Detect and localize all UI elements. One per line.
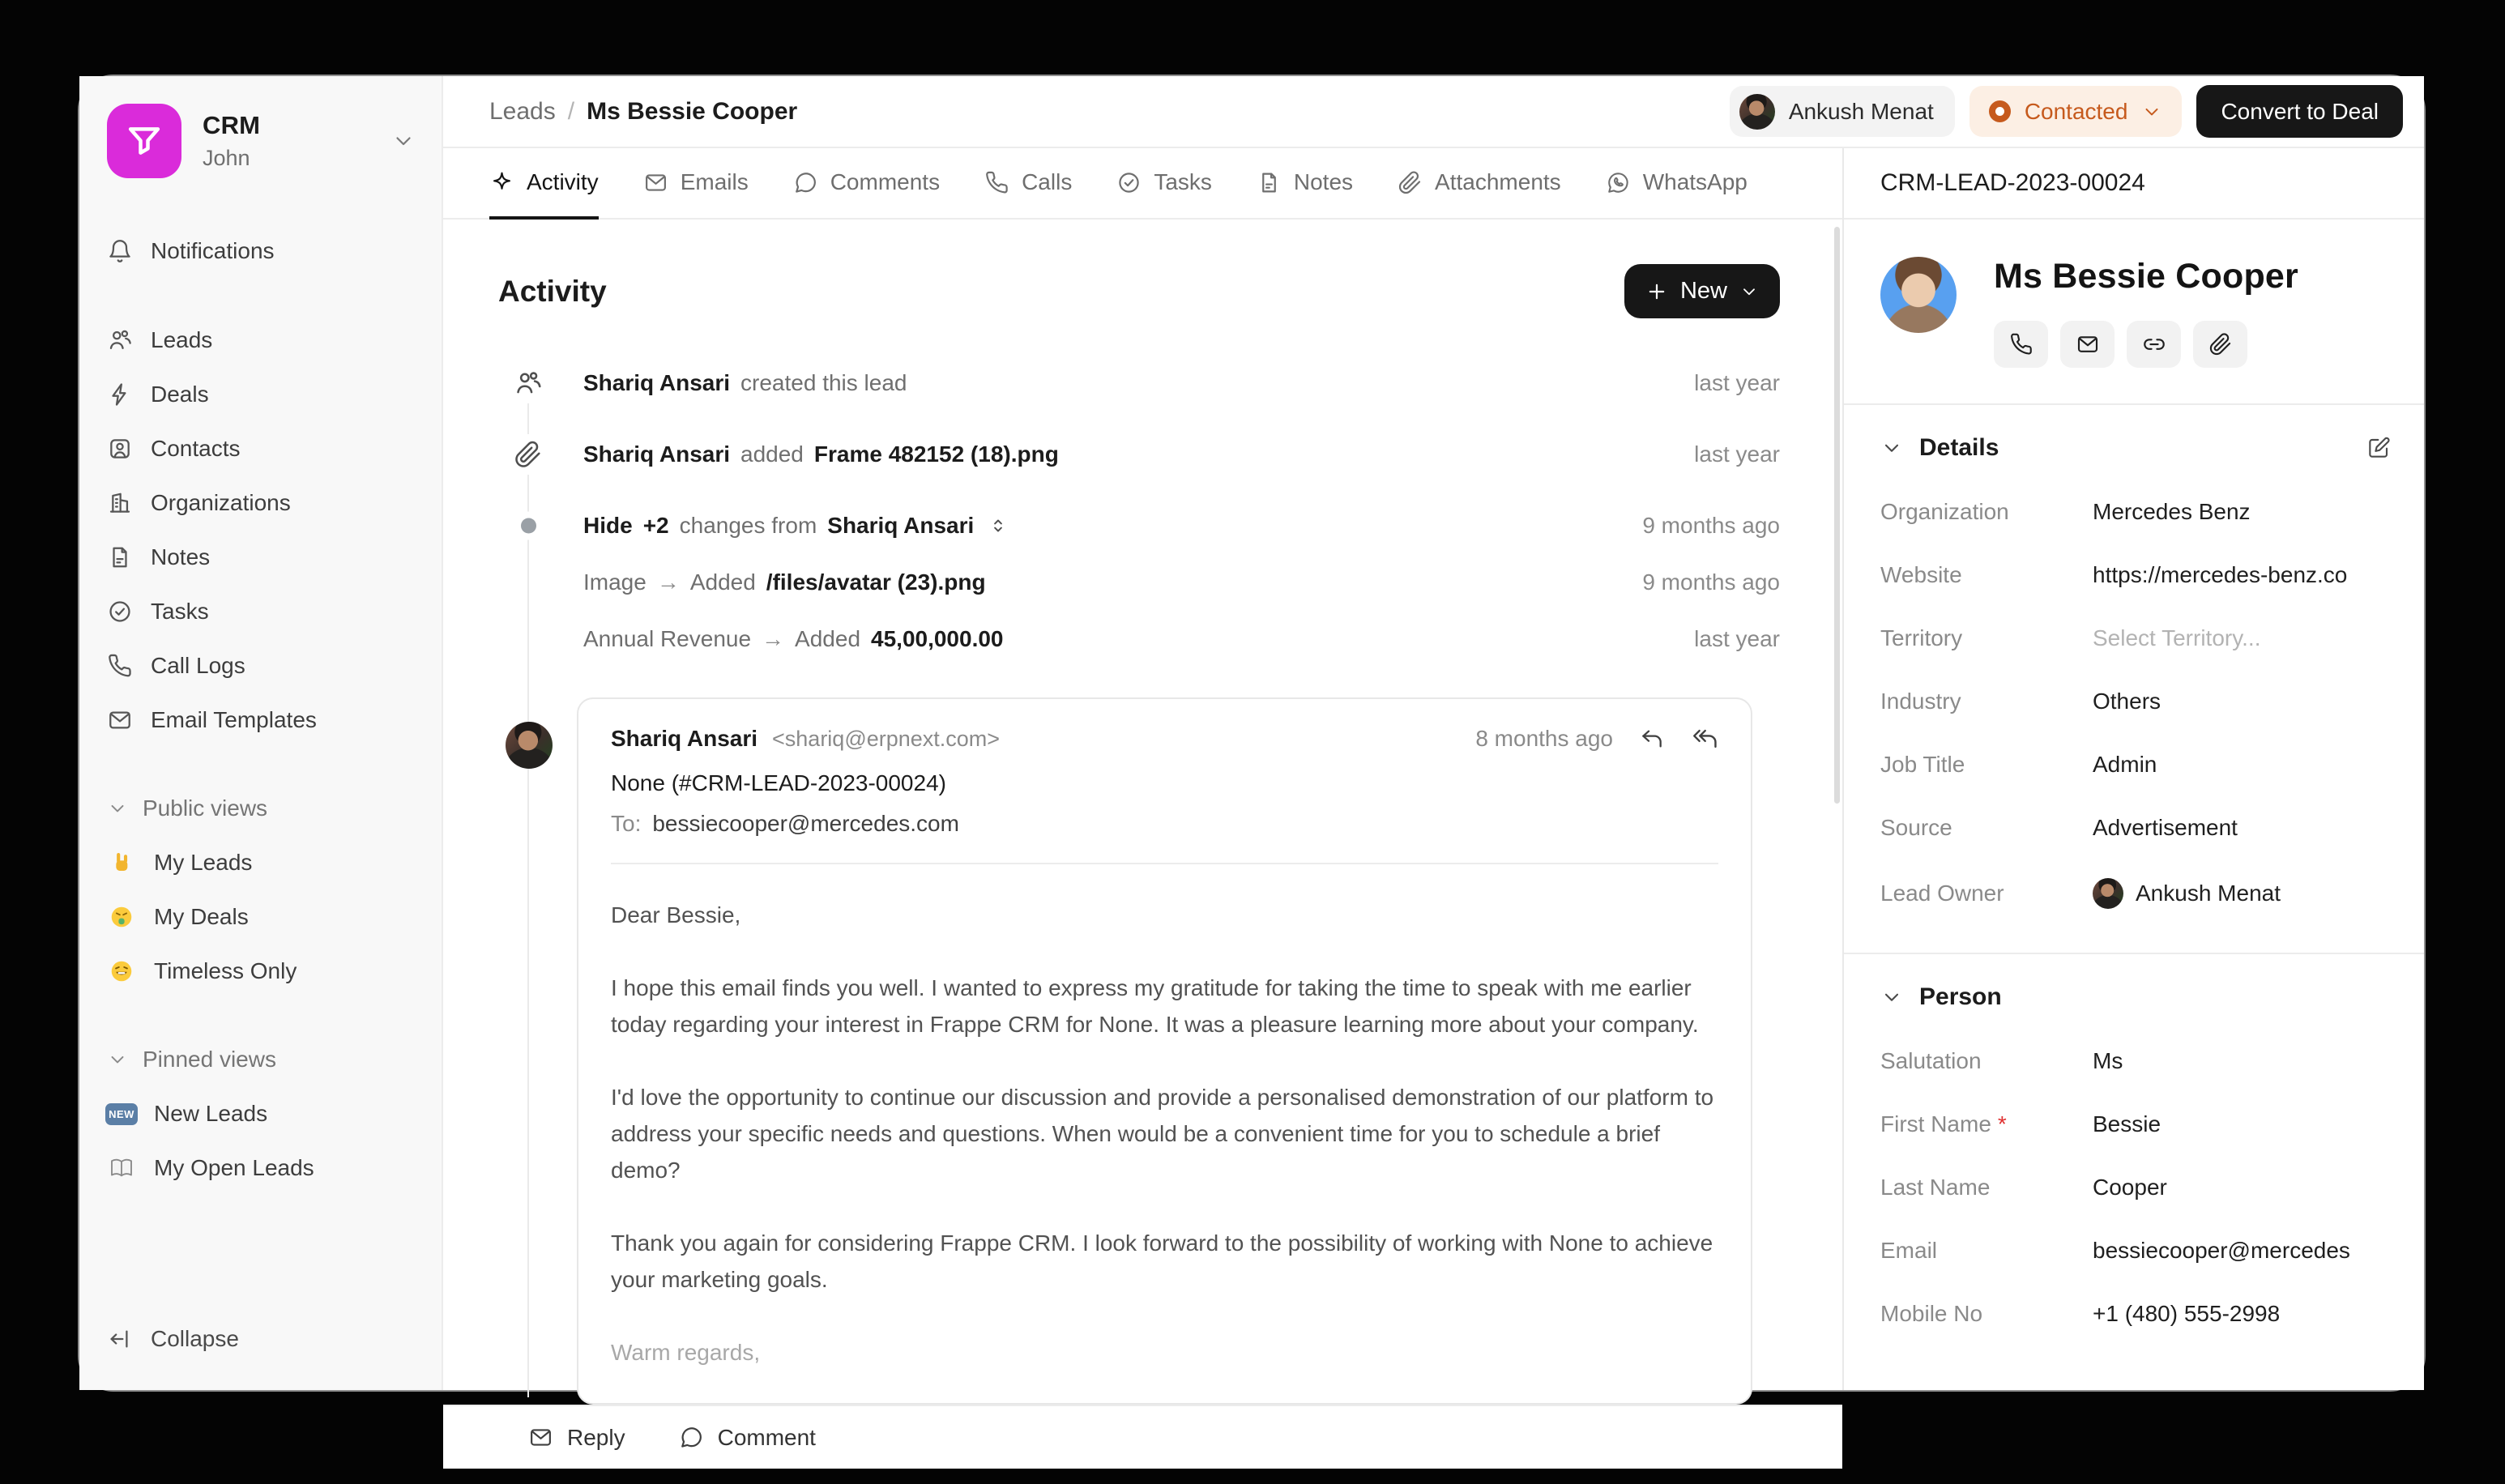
field-value[interactable]: +1 (480) 555-2998 bbox=[2093, 1301, 2281, 1326]
breadcrumb bbox=[489, 98, 797, 126]
details-section bbox=[1844, 405, 2424, 953]
sidebar-view-my-leads[interactable] bbox=[96, 837, 425, 889]
scrollbar-thumb[interactable] bbox=[1834, 227, 1840, 804]
sidebar-item-leads[interactable] bbox=[96, 314, 425, 366]
field-value[interactable]: Ms bbox=[2093, 1048, 2123, 1073]
collapse-icon bbox=[107, 1326, 133, 1352]
tab-label: WhatsApp bbox=[1642, 169, 1748, 194]
breadcrumb-separator: / bbox=[567, 97, 575, 125]
status-label: Contacted bbox=[2024, 98, 2128, 124]
field-value[interactable] bbox=[2093, 878, 2392, 909]
email-paragraph: Dear Bessie, bbox=[611, 902, 741, 927]
call-button[interactable] bbox=[1994, 321, 2048, 368]
activity-feed bbox=[498, 365, 1780, 1405]
activity-panel bbox=[443, 220, 1842, 1405]
changes-count: +2 bbox=[642, 513, 669, 538]
field-label: First Name * bbox=[1880, 1111, 2007, 1136]
email-recipient: bessiecooper@mercedes.com bbox=[652, 811, 959, 836]
field-value[interactable]: Bessie bbox=[2093, 1111, 2161, 1136]
field-first-name bbox=[1880, 1111, 2392, 1137]
field-value[interactable]: Mercedes Benz bbox=[2093, 499, 2251, 524]
attach-file-button[interactable] bbox=[2193, 321, 2247, 368]
field-value[interactable]: Advertisement bbox=[2093, 815, 2238, 840]
tab-label: Activity bbox=[527, 169, 599, 194]
sidebar-item-contacts[interactable] bbox=[96, 423, 425, 475]
sidebar-item-label: Notifications bbox=[151, 238, 275, 263]
timestamp: last year bbox=[1694, 626, 1780, 651]
field-industry bbox=[1880, 689, 2392, 714]
actor-name: Shariq Ansari bbox=[827, 513, 975, 538]
envelope-icon bbox=[528, 1425, 553, 1450]
check-circle-icon bbox=[1116, 170, 1142, 195]
field-label: Email bbox=[1880, 1238, 1938, 1263]
change-action: Added bbox=[795, 626, 861, 651]
sidebar-item-label: Leads bbox=[151, 327, 213, 352]
sidebar-item-notifications[interactable] bbox=[96, 225, 425, 277]
reply-icon[interactable] bbox=[1639, 726, 1665, 752]
reply-label: Reply bbox=[567, 1424, 625, 1450]
emoji-new-badge-icon: NEW bbox=[107, 1099, 136, 1128]
timestamp: 8 months ago bbox=[1475, 726, 1613, 751]
field-value[interactable]: Others bbox=[2093, 689, 2161, 714]
field-lead-owner bbox=[1880, 878, 2392, 909]
tab-label: Notes bbox=[1293, 169, 1354, 194]
field-name: Image bbox=[583, 569, 647, 595]
copy-link-button[interactable] bbox=[2127, 321, 2181, 368]
lead-name: Ms Bessie Cooper bbox=[1994, 257, 2298, 296]
field-job-title bbox=[1880, 752, 2392, 778]
reply-button[interactable] bbox=[528, 1425, 625, 1451]
field-label: Mobile No bbox=[1880, 1301, 1983, 1326]
sidebar-view-my-open-leads[interactable] bbox=[96, 1142, 425, 1194]
email-address: <shariq@erpnext.com> bbox=[772, 726, 1001, 751]
assignee-name: Ankush Menat bbox=[1788, 98, 1934, 124]
field-organization bbox=[1880, 499, 2392, 525]
tab-attachments[interactable] bbox=[1398, 148, 1561, 220]
activity-heading: Activity bbox=[498, 274, 607, 308]
lead-summary bbox=[1844, 220, 2424, 403]
section-title: Public views bbox=[143, 795, 268, 821]
sidebar-item-label: Contacts bbox=[151, 436, 241, 461]
sidebar-item-label: Notes bbox=[151, 544, 211, 569]
section-title: Details bbox=[1919, 434, 1999, 461]
to-label: To: bbox=[611, 811, 642, 836]
field-territory bbox=[1880, 625, 2392, 651]
email-subject: None (#CRM-LEAD-2023-00024) bbox=[611, 770, 946, 795]
sidebar-item-email-templates[interactable] bbox=[96, 694, 425, 746]
email-paragraph: I hope this email finds you well. I wanted to express my gratitude for taking the time to speak with me earlier today regarding your interest in Frappe CRM for None. It was a pleasure learning more about your company. bbox=[611, 975, 1699, 1037]
sidebar-item-label: Tasks bbox=[151, 599, 209, 624]
new-button-label: New bbox=[1679, 278, 1727, 304]
chevron-down-icon bbox=[1739, 282, 1759, 301]
crm-logo bbox=[107, 104, 181, 178]
feed-change-annual-revenue bbox=[498, 621, 1780, 657]
timeline-dot-icon bbox=[521, 512, 536, 540]
timestamp: 9 months ago bbox=[1642, 569, 1780, 595]
person-section bbox=[1844, 954, 2424, 1371]
toggle-label: Hide bbox=[583, 513, 633, 538]
email-button[interactable] bbox=[2060, 321, 2115, 368]
field-last-name bbox=[1880, 1175, 2392, 1200]
sidebar-item-call-logs[interactable] bbox=[96, 640, 425, 692]
feed-item-changes-toggle bbox=[498, 508, 1780, 544]
section-pinned-views[interactable] bbox=[96, 1036, 425, 1083]
emoji-money-face-icon bbox=[107, 902, 136, 932]
envelope-icon bbox=[643, 170, 668, 195]
composer-bar bbox=[443, 1405, 1842, 1469]
view-label: New Leads bbox=[154, 1101, 268, 1126]
arrow-right-icon: → bbox=[762, 626, 785, 651]
phone-icon bbox=[2009, 332, 2033, 356]
app-subtitle: John bbox=[203, 146, 250, 170]
paperclip-icon bbox=[1398, 170, 1423, 195]
email-sender: Shariq Ansari bbox=[611, 726, 758, 751]
attachment-name: Frame 482152 (18).png bbox=[813, 441, 1059, 467]
field-label: Lead Owner bbox=[1880, 881, 2004, 906]
convert-to-deal-button[interactable] bbox=[2196, 85, 2403, 138]
tab-label: Calls bbox=[1022, 169, 1073, 194]
view-label: My Deals bbox=[154, 904, 249, 929]
tab-emails[interactable] bbox=[643, 148, 749, 220]
change-value: /files/avatar (23).png bbox=[766, 569, 986, 595]
emoji-hand-horns-icon bbox=[107, 848, 136, 877]
users-icon bbox=[514, 363, 543, 403]
comment-icon bbox=[793, 170, 818, 195]
timestamp: last year bbox=[1694, 370, 1780, 395]
breadcrumb-current: Ms Bessie Cooper bbox=[587, 97, 798, 125]
feed-item-created bbox=[498, 365, 1780, 401]
breadcrumb-leads-link[interactable]: Leads bbox=[489, 97, 556, 125]
tab-label: Attachments bbox=[1435, 169, 1561, 194]
chevron-down-icon bbox=[107, 798, 128, 819]
field-label: Salutation bbox=[1880, 1048, 1982, 1073]
field-label: Last Name bbox=[1880, 1175, 1991, 1200]
view-label: My Open Leads bbox=[154, 1155, 314, 1180]
section-title: Person bbox=[1919, 983, 2002, 1010]
tab-label: Comments bbox=[830, 169, 941, 194]
link-icon bbox=[2142, 332, 2166, 356]
app-title: CRM bbox=[203, 111, 261, 139]
tab-label: Emails bbox=[680, 169, 749, 194]
user-square-icon bbox=[107, 436, 133, 462]
sidebar-item-deals[interactable] bbox=[96, 369, 425, 420]
required-asterisk: * bbox=[1997, 1111, 2007, 1136]
assignee-pill[interactable] bbox=[1730, 86, 1955, 137]
app-window bbox=[78, 75, 2426, 1450]
avatar[interactable] bbox=[1880, 257, 1957, 333]
field-source bbox=[1880, 815, 2392, 841]
email-body bbox=[611, 897, 1718, 1371]
sidebar-item-label: Deals bbox=[151, 382, 209, 407]
field-value[interactable]: bessiecooper@mercedes bbox=[2093, 1238, 2350, 1263]
section-title: Pinned views bbox=[143, 1047, 276, 1072]
zap-icon bbox=[107, 382, 133, 407]
actor-name: Shariq Ansari bbox=[583, 441, 731, 467]
connector-text: changes from bbox=[679, 513, 817, 538]
lead-details-panel bbox=[1842, 148, 2424, 1390]
sidebar-item-notes[interactable] bbox=[96, 531, 425, 583]
timestamp: last year bbox=[1694, 441, 1780, 467]
avatar bbox=[1739, 94, 1775, 130]
sidebar-item-label: Email Templates bbox=[151, 707, 317, 732]
envelope-icon bbox=[2076, 332, 2100, 356]
field-label: Source bbox=[1880, 815, 1952, 840]
tab-bar bbox=[443, 148, 1842, 220]
field-email bbox=[1880, 1238, 2392, 1264]
paperclip-icon bbox=[514, 434, 543, 475]
field-value[interactable]: Cooper bbox=[2093, 1175, 2167, 1200]
tab-calls[interactable] bbox=[984, 148, 1072, 220]
field-salutation bbox=[1880, 1048, 2392, 1074]
new-activity-button[interactable] bbox=[1624, 264, 1780, 318]
sparkle-icon bbox=[489, 170, 514, 195]
workspace-switcher[interactable] bbox=[96, 100, 425, 178]
emoji-open-book-icon bbox=[107, 1154, 136, 1183]
lead-status-dropdown[interactable] bbox=[1969, 86, 2183, 137]
arrow-right-icon: → bbox=[656, 569, 680, 595]
email-paragraph: I'd love the opportunity to continue our discussion and provide a personalised demonstration of our platform to address your specific needs and questions. When would be a convenient time for you to schedule a brief demo? bbox=[611, 1085, 1714, 1183]
note-icon bbox=[1257, 170, 1282, 195]
bell-icon bbox=[107, 238, 133, 264]
sidebar-item-tasks[interactable] bbox=[96, 586, 425, 638]
field-label: Website bbox=[1880, 562, 1962, 587]
field-value[interactable]: Select Territory... bbox=[2093, 625, 2261, 650]
sidebar-view-timeless-only[interactable] bbox=[96, 945, 425, 997]
phone-icon bbox=[984, 170, 1009, 195]
field-name: Annual Revenue bbox=[583, 626, 752, 651]
envelope-icon bbox=[107, 707, 133, 733]
reply-all-icon[interactable] bbox=[1691, 725, 1718, 753]
change-action: Added bbox=[689, 569, 756, 595]
field-mobile-no bbox=[1880, 1301, 2392, 1327]
email-paragraph: Thank you again for considering Frappe CRM. I look forward to the possibility of working with None to achieve your marketing goals. bbox=[611, 1230, 1713, 1292]
tab-comments[interactable] bbox=[793, 148, 940, 220]
users-icon bbox=[107, 327, 133, 353]
comment-button[interactable] bbox=[679, 1425, 816, 1451]
whatsapp-icon bbox=[1606, 170, 1631, 195]
avatar bbox=[2093, 878, 2123, 909]
field-label: Organization bbox=[1880, 499, 2009, 524]
sidebar-item-label: Organizations bbox=[151, 490, 291, 515]
email-message-card bbox=[577, 697, 1752, 1405]
plus-icon bbox=[1645, 280, 1668, 303]
timestamp: 9 months ago bbox=[1642, 513, 1780, 538]
sidebar-nav bbox=[96, 314, 425, 746]
actor-name: Shariq Ansari bbox=[583, 370, 731, 395]
tab-notes[interactable] bbox=[1257, 148, 1353, 220]
sidebar-item-organizations[interactable] bbox=[96, 477, 425, 529]
lead-id: CRM-LEAD-2023-00024 bbox=[1844, 148, 2424, 220]
field-value[interactable]: Admin bbox=[2093, 752, 2157, 777]
check-circle-icon bbox=[107, 599, 133, 625]
view-label: My Leads bbox=[154, 850, 253, 875]
emoji-laugh-face-icon bbox=[107, 957, 136, 986]
field-website bbox=[1880, 562, 2392, 588]
view-label: Timeless Only bbox=[154, 958, 297, 983]
chevron-down-icon bbox=[107, 1049, 128, 1070]
field-label: Territory bbox=[1880, 625, 1963, 650]
tab-tasks[interactable] bbox=[1116, 148, 1212, 220]
sidebar-item-label: Call Logs bbox=[151, 653, 245, 678]
section-public-views[interactable] bbox=[96, 785, 425, 832]
feed-item-attachment bbox=[498, 437, 1780, 472]
sidebar-view-my-deals[interactable] bbox=[96, 891, 425, 943]
note-icon bbox=[107, 544, 133, 570]
convert-label: Convert to Deal bbox=[2221, 98, 2379, 124]
field-label: Job Title bbox=[1880, 752, 1965, 777]
change-value: 45,00,000.00 bbox=[871, 626, 1004, 651]
comment-icon bbox=[679, 1425, 704, 1450]
chevron-down-icon[interactable] bbox=[1880, 437, 1903, 459]
collapse-label: Collapse bbox=[151, 1326, 239, 1351]
tab-activity[interactable] bbox=[489, 148, 599, 220]
field-label: Industry bbox=[1880, 689, 1961, 714]
divider bbox=[611, 863, 1718, 864]
sidebar-view-new-leads[interactable] bbox=[96, 1088, 425, 1140]
field-value[interactable]: https://mercedes-benz.co bbox=[2093, 562, 2348, 587]
feed-change-image bbox=[498, 565, 1780, 600]
building-icon bbox=[107, 490, 133, 516]
tab-label: Tasks bbox=[1154, 169, 1212, 194]
edit-details-button[interactable] bbox=[2366, 435, 2392, 461]
tab-whatsapp[interactable] bbox=[1606, 148, 1748, 220]
paperclip-icon bbox=[2208, 332, 2233, 356]
changes-toggle[interactable] bbox=[583, 513, 1009, 539]
phone-icon bbox=[107, 653, 133, 679]
sidebar bbox=[79, 76, 443, 1390]
chevron-down-icon bbox=[2141, 101, 2162, 122]
action-text: created this lead bbox=[740, 370, 907, 395]
chevron-down-icon[interactable] bbox=[1880, 986, 1903, 1009]
collapse-sidebar-button[interactable] bbox=[96, 1312, 425, 1366]
page-header bbox=[443, 76, 2424, 148]
lead-owner-name: Ankush Menat bbox=[2136, 881, 2281, 906]
comment-label: Comment bbox=[717, 1424, 816, 1450]
chevron-down-icon bbox=[391, 129, 416, 153]
email-closing: Warm regards, bbox=[611, 1340, 761, 1365]
action-text: added bbox=[740, 441, 804, 467]
status-dot-icon bbox=[1989, 100, 2011, 122]
avatar bbox=[506, 722, 553, 769]
chevrons-up-down-icon bbox=[988, 515, 1009, 536]
